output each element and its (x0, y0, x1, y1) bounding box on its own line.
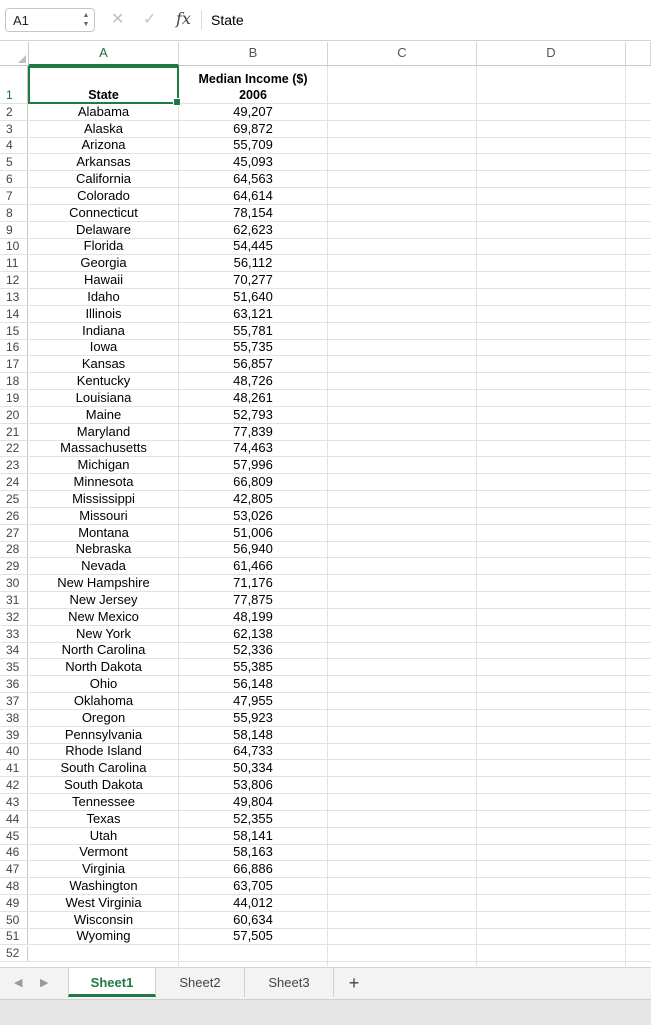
row-number[interactable]: 8 (0, 205, 28, 221)
table-row (0, 491, 651, 508)
name-box-value: A1 (13, 13, 29, 28)
income-cell[interactable]: 70,277 (233, 272, 273, 288)
name-box-stepper-icon[interactable]: ▲ ▼ (82, 12, 90, 28)
income-cell[interactable]: 51,006 (233, 524, 273, 540)
income-cell[interactable]: 44,012 (233, 894, 273, 910)
income-cell[interactable]: 77,875 (233, 591, 273, 607)
state-cell[interactable]: Utah (89, 827, 118, 843)
state-cell[interactable]: Arizona (81, 137, 126, 153)
sheet-tab-bar (0, 967, 651, 999)
income-cell[interactable]: 48,261 (233, 389, 273, 405)
income-cell[interactable]: 61,466 (233, 558, 273, 574)
state-cell[interactable]: Hawaii (83, 272, 123, 288)
table-row (0, 373, 651, 390)
row-number[interactable]: 17 (0, 356, 28, 372)
state-cell[interactable]: Virginia (81, 861, 126, 877)
state-cell[interactable]: Pennsylvania (64, 726, 143, 742)
state-cell[interactable]: North Carolina (61, 642, 146, 658)
state-cell[interactable]: Wyoming (76, 928, 131, 944)
income-cell[interactable]: 55,781 (233, 322, 273, 338)
next-sheet-icon[interactable]: ▶ (40, 977, 49, 989)
row-number[interactable]: 39 (0, 727, 28, 743)
row-number[interactable]: 49 (0, 895, 28, 911)
row-number[interactable]: 24 (0, 474, 28, 490)
income-cell[interactable]: 55,735 (233, 339, 273, 355)
table-row (0, 659, 651, 676)
row-number[interactable]: 52 (0, 946, 28, 962)
state-cell[interactable]: Arkansas (76, 154, 131, 170)
cancel-icon[interactable]: ✕ (111, 11, 125, 28)
income-cell[interactable]: 58,163 (233, 844, 273, 860)
table-row (0, 946, 651, 963)
income-cell[interactable]: 62,623 (233, 221, 273, 237)
income-cell[interactable]: 53,806 (233, 777, 273, 793)
tab-sheet3[interactable]: Sheet3 (245, 968, 334, 997)
table-row (0, 525, 651, 542)
row-number[interactable]: 23 (0, 457, 28, 473)
table-row (0, 239, 651, 256)
income-cell[interactable]: 56,940 (233, 541, 273, 557)
table-row (0, 777, 651, 794)
table-row (0, 693, 651, 710)
formula-bar-divider (201, 10, 202, 30)
row-number[interactable]: 15 (0, 323, 28, 339)
income-cell[interactable]: 63,121 (233, 305, 273, 321)
table-row (0, 138, 651, 155)
state-cell[interactable]: New York (76, 625, 131, 641)
row-number[interactable]: 7 (0, 188, 28, 204)
row-number[interactable]: 38 (0, 710, 28, 726)
table-row (0, 255, 651, 272)
income-cell[interactable]: 49,804 (233, 793, 273, 809)
row-number[interactable]: 22 (0, 441, 28, 457)
income-cell[interactable]: 69,872 (233, 120, 273, 136)
income-header-line1: Median Income ($) (198, 72, 308, 86)
row-number[interactable]: 33 (0, 626, 28, 642)
row-number[interactable]: 40 (0, 744, 28, 760)
row-number[interactable]: 1 (0, 66, 28, 103)
table-row (0, 474, 651, 491)
row-number[interactable]: 11 (0, 255, 28, 271)
table-row (0, 811, 651, 828)
table-row (0, 929, 651, 946)
row-number[interactable]: 46 (0, 845, 28, 861)
table-row (0, 609, 651, 626)
prev-sheet-icon[interactable]: ◀ (14, 977, 23, 989)
table-row (0, 390, 651, 407)
income-cell[interactable]: 58,148 (233, 726, 273, 742)
state-cell[interactable]: Vermont (79, 844, 128, 860)
state-cell[interactable]: New Mexico (68, 608, 139, 624)
table-row (0, 558, 651, 575)
state-cell[interactable]: Florida (83, 238, 124, 254)
table-row (0, 861, 651, 878)
state-cell[interactable]: Maryland (76, 423, 131, 439)
state-cell[interactable]: West Virginia (65, 894, 142, 910)
state-cell[interactable]: Texas (86, 810, 121, 826)
table-row (0, 222, 651, 239)
row-number[interactable]: 51 (0, 929, 28, 945)
column-header-a[interactable]: A (29, 42, 179, 66)
table-row (0, 542, 651, 559)
cell-a1-state-header[interactable]: State (88, 88, 119, 102)
state-cell[interactable]: Ohio (89, 676, 118, 692)
confirm-icon[interactable]: ✓ (143, 11, 157, 28)
income-cell[interactable]: 78,154 (233, 204, 273, 220)
table-row (0, 205, 651, 222)
row-number[interactable]: 35 (0, 659, 28, 675)
table-row (0, 643, 651, 660)
income-cell[interactable]: 56,112 (233, 255, 273, 271)
income-cell[interactable]: 57,505 (233, 928, 273, 944)
state-cell[interactable]: Mississippi (72, 490, 135, 506)
table-row (0, 828, 651, 845)
table-row (0, 744, 651, 761)
table-row (0, 508, 651, 525)
income-cell[interactable]: 74,463 (233, 440, 273, 456)
state-cell[interactable]: Oklahoma (73, 692, 134, 708)
table-row (0, 188, 651, 205)
state-cell[interactable] (29, 946, 178, 962)
income-cell[interactable]: 57,996 (233, 457, 273, 473)
state-cell[interactable]: South Carolina (60, 760, 147, 776)
row-number[interactable]: 48 (0, 878, 28, 894)
income-cell[interactable]: 48,726 (233, 373, 273, 389)
income-cell[interactable]: 49,207 (233, 103, 273, 119)
state-cell[interactable]: Alaska (83, 120, 124, 136)
column-header-b[interactable]: B (179, 42, 328, 66)
column-header-e[interactable] (626, 42, 651, 66)
row-number[interactable]: 13 (0, 289, 28, 305)
income-cell[interactable]: 48,199 (233, 608, 273, 624)
table-row (0, 727, 651, 744)
state-cell[interactable]: Delaware (76, 221, 131, 237)
select-all-corner[interactable] (0, 42, 29, 66)
income-cell[interactable]: 52,336 (233, 642, 273, 658)
income-cell[interactable]: 56,148 (233, 676, 273, 692)
state-cell[interactable]: New Hampshire (57, 575, 150, 591)
state-cell[interactable]: Georgia (80, 255, 127, 271)
income-cell[interactable]: 42,805 (233, 490, 273, 506)
table-header-row (0, 66, 651, 104)
table-row (0, 272, 651, 289)
tab-sheet1[interactable]: Sheet1 (68, 968, 156, 997)
row-number[interactable]: 16 (0, 340, 28, 356)
row-number[interactable]: 18 (0, 373, 28, 389)
name-box[interactable] (5, 8, 95, 32)
income-cell[interactable]: 62,138 (233, 625, 273, 641)
income-cell[interactable]: 55,709 (233, 137, 273, 153)
state-cell[interactable]: Illinois (85, 305, 122, 321)
income-cell[interactable]: 54,445 (233, 238, 273, 254)
row-number[interactable]: 42 (0, 777, 28, 793)
tab-sheet2[interactable]: Sheet2 (156, 968, 245, 997)
table-row (0, 424, 651, 441)
income-cell[interactable]: 64,733 (233, 743, 273, 759)
table-row (0, 912, 651, 929)
state-cell[interactable]: New Jersey (69, 591, 138, 607)
add-sheet-button[interactable]: + (348, 973, 360, 993)
insert-function-icon[interactable]: fx (176, 9, 191, 28)
row-number[interactable]: 4 (0, 138, 28, 154)
income-cell[interactable]: 45,093 (233, 154, 273, 170)
row-number[interactable]: 44 (0, 811, 28, 827)
row-number[interactable]: 43 (0, 794, 28, 810)
row-number[interactable]: 31 (0, 592, 28, 608)
state-cell[interactable]: Tennessee (72, 793, 135, 809)
row-number[interactable]: 27 (0, 525, 28, 541)
table-row (0, 323, 651, 340)
table-row (0, 845, 651, 862)
state-cell[interactable]: Nebraska (75, 541, 132, 557)
income-cell[interactable]: 64,563 (233, 171, 273, 187)
state-cell[interactable]: Louisiana (75, 389, 132, 405)
row-number[interactable]: 47 (0, 861, 28, 877)
table-row (0, 457, 651, 474)
state-cell[interactable]: Washington (69, 878, 138, 893)
table-row (0, 794, 651, 811)
income-cell[interactable]: 64,614 (233, 187, 273, 203)
state-cell[interactable]: Connecticut (69, 204, 138, 220)
row-number[interactable]: 2 (0, 104, 28, 120)
income-cell[interactable]: 52,793 (233, 406, 273, 422)
table-row (0, 154, 651, 171)
state-cell[interactable]: Minnesota (73, 474, 134, 490)
state-cell[interactable]: Massachusetts (60, 440, 147, 456)
cell-b1-income-header[interactable] (179, 66, 327, 103)
income-cell[interactable]: 55,923 (233, 709, 273, 725)
table-row (0, 104, 651, 121)
state-cell[interactable]: Oregon (81, 709, 126, 725)
row-number[interactable]: 3 (0, 121, 28, 137)
table-row (0, 306, 651, 323)
column-header-d[interactable]: D (477, 42, 626, 66)
income-cell[interactable]: 50,334 (233, 760, 273, 776)
income-cell[interactable]: 77,839 (233, 423, 273, 439)
table-row (0, 592, 651, 609)
table-row (0, 407, 651, 424)
state-cell[interactable]: Missouri (79, 507, 128, 523)
formula-bar (0, 0, 651, 41)
row-number[interactable]: 21 (0, 424, 28, 440)
state-cell[interactable]: Iowa (89, 339, 118, 355)
row-number[interactable]: 25 (0, 491, 28, 507)
table-row (0, 710, 651, 727)
column-header-c[interactable]: C (328, 42, 477, 66)
row-number[interactable]: 26 (0, 508, 28, 524)
table-row (0, 760, 651, 777)
state-cell[interactable]: Montana (78, 524, 129, 540)
income-cell[interactable]: 60,634 (233, 911, 273, 927)
row-number[interactable]: 50 (0, 912, 28, 928)
row-number[interactable]: 12 (0, 272, 28, 288)
income-cell[interactable]: 58,141 (233, 827, 273, 843)
row-number[interactable]: 14 (0, 306, 28, 322)
row-number[interactable]: 30 (0, 575, 28, 591)
state-cell[interactable]: California (76, 171, 131, 187)
row-number[interactable]: 29 (0, 558, 28, 574)
state-cell[interactable]: Colorado (77, 187, 130, 203)
state-cell[interactable]: North Dakota (65, 659, 142, 675)
state-cell[interactable]: Indiana (82, 322, 125, 338)
state-cell[interactable]: Alabama (77, 103, 130, 119)
row-number[interactable]: 32 (0, 609, 28, 625)
state-cell[interactable]: Wisconsin (73, 911, 134, 927)
income-cell[interactable]: 71,176 (233, 575, 273, 591)
table-row (0, 575, 651, 592)
table-row (0, 340, 651, 357)
state-cell[interactable]: South Dakota (64, 777, 143, 793)
row-number[interactable]: 19 (0, 390, 28, 406)
income-cell[interactable] (179, 946, 327, 962)
row-number[interactable]: 5 (0, 154, 28, 170)
state-cell[interactable]: Rhode Island (65, 743, 142, 759)
row-number[interactable]: 45 (0, 828, 28, 844)
table-row (0, 289, 651, 306)
row-number[interactable]: 37 (0, 693, 28, 709)
income-header-line2: 2006 (239, 88, 267, 102)
row-number[interactable]: 10 (0, 239, 28, 255)
income-cell[interactable]: 53,026 (233, 507, 273, 523)
income-cell[interactable]: 52,355 (233, 810, 273, 826)
row-number[interactable]: 6 (0, 171, 28, 187)
income-cell[interactable]: 51,640 (233, 288, 273, 304)
table-row (0, 676, 651, 693)
table-row (0, 441, 651, 458)
income-cell[interactable]: 47,955 (233, 692, 273, 708)
row-number[interactable]: 34 (0, 643, 28, 659)
state-cell[interactable]: Michigan (77, 457, 130, 473)
state-cell[interactable]: Idaho (87, 288, 120, 304)
state-cell[interactable]: Nevada (81, 558, 126, 574)
table-row (0, 895, 651, 912)
status-bar (0, 999, 651, 1025)
table-row (0, 626, 651, 643)
table-row (0, 356, 651, 373)
table-row (0, 121, 651, 138)
row-number[interactable]: 41 (0, 760, 28, 776)
table-row (0, 171, 651, 188)
state-cell[interactable]: Kansas (81, 356, 126, 372)
row-number[interactable]: 28 (0, 542, 28, 558)
income-cell[interactable]: 66,886 (233, 861, 273, 877)
row-number[interactable]: 20 (0, 407, 28, 423)
state-cell[interactable]: Maine (85, 406, 122, 422)
income-cell[interactable]: 55,385 (233, 659, 273, 675)
formula-input[interactable]: State (211, 12, 244, 28)
income-cell[interactable]: 66,809 (233, 474, 273, 490)
income-cell[interactable]: 63,705 (233, 878, 273, 893)
state-cell[interactable]: Kentucky (76, 373, 131, 389)
table-row (0, 878, 651, 895)
worksheet-grid[interactable] (0, 66, 651, 966)
row-number[interactable]: 36 (0, 676, 28, 692)
income-cell[interactable]: 56,857 (233, 356, 273, 372)
row-number[interactable]: 9 (0, 222, 28, 238)
